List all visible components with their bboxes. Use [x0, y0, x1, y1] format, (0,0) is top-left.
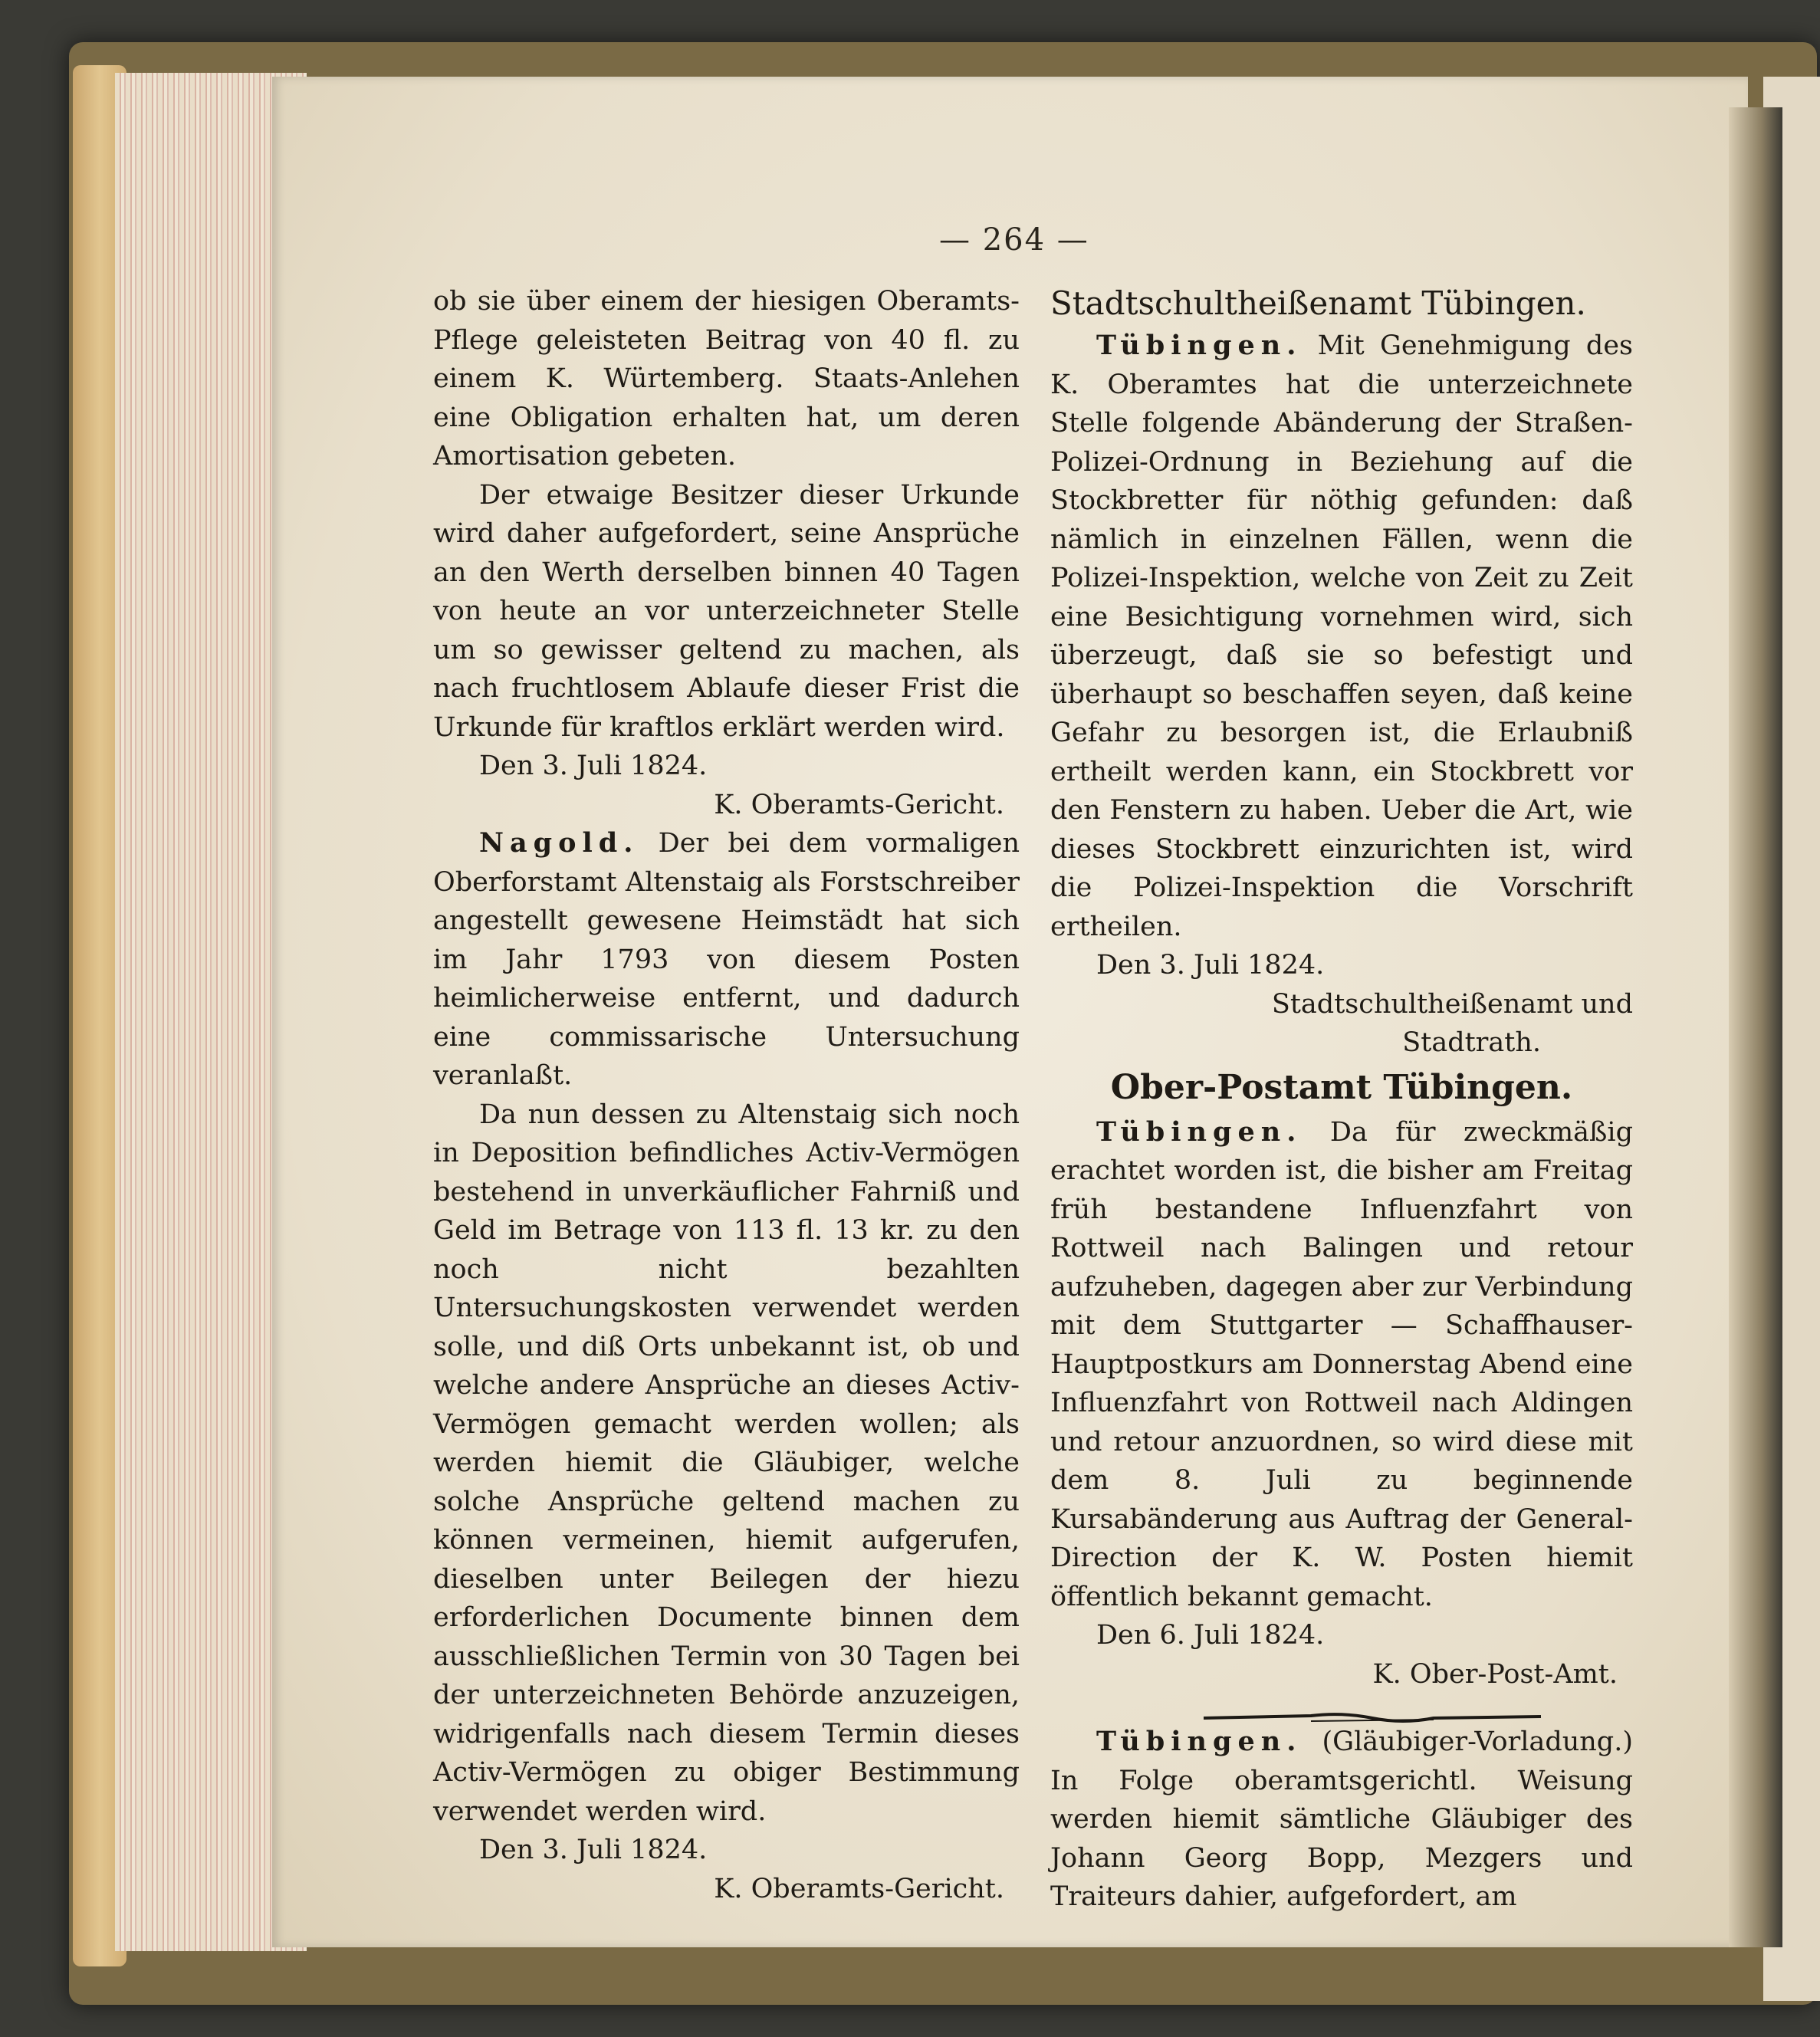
signature: Stadtrath.: [1402, 1027, 1541, 1058]
ornamental-rule: [1050, 1700, 1633, 1718]
notice-text: Mit Genehmigung des K. Oberamtes hat die unterzeichnete Stelle folgende Abänderung der Straßen-Polizei-Ordnung in Beziehung auf die Stockbretter für nöthig gefunden: daß nämlich in einzelnen Fällen, wenn die Polizei-Inspektion, welche von Zeit zu Zeit eine Besichtigung vornehmen wird, sich überzeugt, daß sie so befestigt und überhaupt so beschaffen seyen, daß keine Gefahr zu besorgen ist, die Erlaubniß ertheilt werden kann, ein Stockbrett vor den Fenstern zu haben. Ueber die Art, wie dieses Stockbrett einzurichten ist, wird die Polizei-Inspektion die Vorschrift ertheilen.: [1050, 330, 1633, 942]
place-name: Tübingen.: [1096, 1115, 1303, 1148]
notice-tuebingen-creditors: [1050, 1723, 1633, 1917]
section-heading: Stadtschultheißenamt Tübingen.: [1050, 284, 1586, 322]
place-name: Tübingen.: [1096, 1726, 1303, 1757]
place-name: Tübingen.: [1096, 330, 1303, 361]
section-heading: Ober-Postamt Tübingen.: [1110, 1067, 1573, 1107]
notice-text: (Gläubiger-Vorladung.) In Folge oberamtsgerichtl. Weisung werden hiemit sämtliche Gläubiger des Johann Georg Bopp, Mezgers und Traiteurs dahier, aufgefordert, am: [1050, 1727, 1633, 1912]
signature: K. Oberamts-Gericht.: [714, 1873, 1004, 1904]
page-gutter: [1729, 107, 1782, 1947]
signature: Stadtschultheißenamt und: [1271, 988, 1633, 1020]
signature: K. Ober-Post-Amt.: [1372, 1658, 1618, 1690]
notice-nagold: [433, 824, 1020, 1096]
notice-tuebingen-police: [1050, 327, 1633, 946]
notice-text: Da für zweckmäßig erachtet worden ist, die bisher am Freitag früh bestandene Influenzfahrt von Rottweil nach Balingen und retour aufzuheben, dagegen aber zur Verbindung mit dem Stuttgarter — Schaffhauser-Hauptpostkurs am Donnerstag Abend eine Influenzfahrt von Rottweil nach Aldingen und retour anzuordnen, so wird diese mit dem 8. Juli zu beginnende Kursabänderung aus Auftrag der General-Direction der K. W. Posten hiemit öffentlich bekannt gemacht.: [1050, 1116, 1633, 1612]
date-line: Den 3. Juli 1824.: [1096, 950, 1325, 981]
notice-text: Der bei dem vormaligen Oberforstamt Altenstaig als Forstschreiber angestellt gewesene Heimstädt hat sich im Jahr 1793 von diesem Posten heimlicherweise entfernt, und dadurch eine commissarische Untersuchung veranlaßt.: [433, 828, 1020, 1091]
paragraph-owner-notice: Der etwaige Besitzer dieser Urkunde wird daher aufgefordert, seine Ansprüche an den Werth derselben binnen 40 Tagen von heute an vor unterzeichneter Stelle um so gewisser geltend zu machen, als nach fruchtlosem Ablaufe dieser Frist die Urkunde für kraftlos erklärt werden wird.: [433, 479, 1020, 743]
date-line: Den 3. Juli 1824.: [479, 1835, 708, 1865]
left-column: [433, 282, 1020, 1908]
place-name: Nagold.: [479, 827, 639, 859]
paragraph-deposit: Da nun dessen zu Altenstaig sich noch in Deposition befindliches Activ-Vermögen bestehend in unverkäuflicher Fahrniß und Geld im Betrage von 113 fl. 13 kr. zu den noch nicht bezahlten Untersuchungskosten verwendet werden solle, und diß Orts unbekannt ist, ob und welche andere Ansprüche an dieses Activ-Vermögen gemacht werden wollen; als werden hiemit die Gläubiger, welche solche Ansprüche geltend machen zu können vermeinen, hiemit aufgerufen, dieselben unter Beilegen der hiezu erforderlichen Documente binnen dem ausschließlichen Termin von 30 Tagen bei der unterzeichneten Behörde anzuzeigen, widrigenfalls nach diesem Termin dieses Activ-Vermögen zu obiger Bestimmung verwendet werden wird.: [433, 1099, 1020, 1827]
date-line: Den 3. Juli 1824.: [479, 751, 708, 781]
signature: K. Oberamts-Gericht.: [714, 789, 1004, 820]
notice-tuebingen-post: [1050, 1113, 1633, 1617]
right-column: [1050, 282, 1633, 1917]
page-number: — 264 —: [939, 222, 1089, 258]
paragraph-continued: ob sie über einem der hiesigen Oberamts-Pflege geleisteten Beitrag von 40 fl. zu einem K. Würtemberg. Staats-Anlehen eine Obligation erhalten hat, um deren Amortisation gebeten.: [433, 286, 1020, 471]
date-line: Den 6. Juli 1824.: [1096, 1620, 1325, 1651]
